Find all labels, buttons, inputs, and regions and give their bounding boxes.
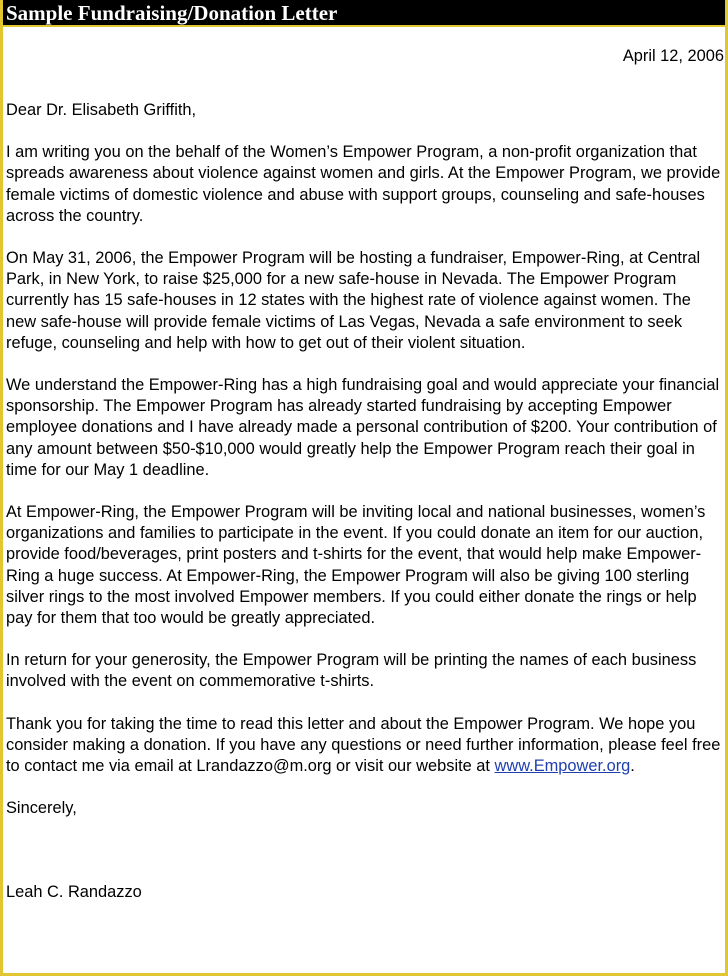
website-link[interactable]: www.Empower.org: [494, 757, 631, 776]
letter-date: April 12, 2006: [622, 47, 724, 65]
paragraph-intro: I am writing you on the behalf of the Women’s Empower Program, a non-profit organization that spreads awareness about violence against women and girls. At the Empower Program, we provide female victims of domestic violence and abuse with support groups, counseling and safe-houses across the country.: [6, 143, 721, 225]
paragraph-return: In return for your generosity, the Empower Program will be printing the names of each business involved with the event on commemorative t-shirts.: [6, 651, 697, 691]
salutation: Dear Dr. Elisabeth Griffith,: [6, 101, 197, 119]
page-title: Sample Fundraising/Donation Letter: [6, 1, 338, 25]
paragraph-thanks-end: .: [630, 757, 635, 776]
paragraph-goal: We understand the Empower-Ring has a high fundraising goal and would appreciate your financial sponsorship. The Empower Program has already started fundraising by accepting Empower employee donations and I have already made a personal contribution of $200. Your contribution of any amount between $50-$10,000 would greatly help the Empower Program reach their goal in time for our May 1 deadline.: [6, 376, 720, 479]
title-bar: [3, 0, 725, 27]
paragraph-thanks-text: Thank you for taking the time to read this letter and about the Empower Program. We hope you consider making a donation. If you have any questions or need further information, please feel free to contact me via email at Lrandazzo@m.org or visit our website at: [6, 714, 721, 776]
closing: Sincerely,: [6, 799, 77, 818]
paragraph-thanks: [6, 714, 724, 778]
paragraph-participation: At Empower-Ring, the Empower Program will be inviting local and national businesses, women’s organizations and families to participate in the event. If you could donate an item for our auction, provide food/beverages, print posters and t-shirts for the event, that would help make Empower-Ring a huge success. At Empower-Ring, the Empower Program will also be giving 100 sterling silver rings to the most involved Empower members. If you could either donate the rings or help pay for them that too would be greatly appreciated.: [6, 503, 706, 628]
letter-body: [6, 46, 724, 904]
signature-name: Leah C. Randazzo: [6, 883, 142, 902]
paragraph-event: On May 31, 2006, the Empower Program will be hosting a fundraiser, Empower-Ring, at Central Park, in New York, to raise $25,000 for a new safe-house in Nevada. The Empower Program currently has 15 safe-houses in 12 states with the highest rate of violence against women. The new safe-house will provide female victims of Las Vegas, Nevada a safe environment to seek refuge, counseling and help with how to get out of their violent situation.: [6, 249, 701, 352]
